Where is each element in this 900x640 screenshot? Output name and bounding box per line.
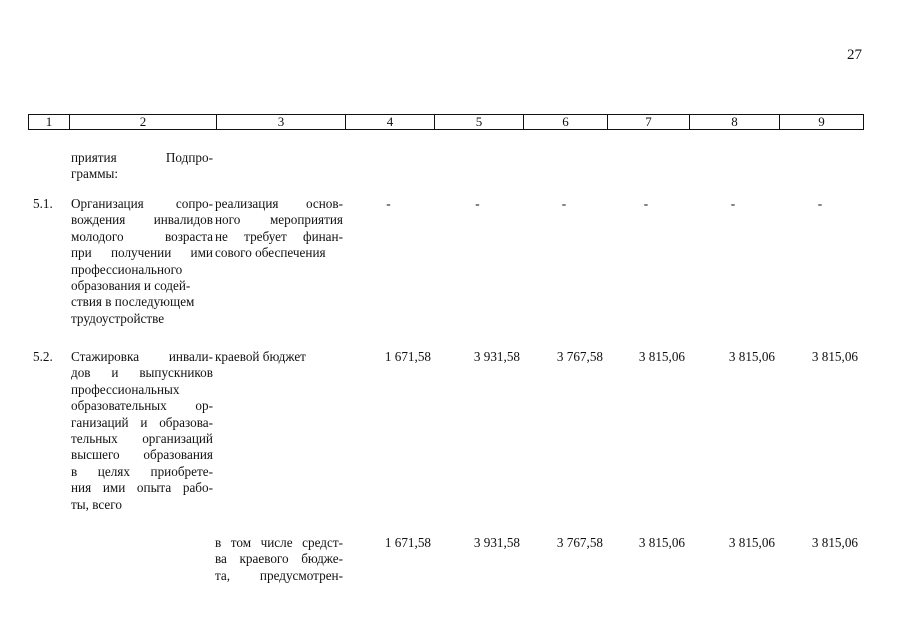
row-name-line: Стажировка инвали- — [71, 349, 213, 364]
value-col-9: 3 815,06 — [811, 349, 858, 364]
row-source-cell — [215, 349, 343, 365]
row-source-line: не требует финан- — [215, 228, 343, 244]
header-col-4: 4 — [346, 115, 435, 130]
row-name-line: граммы: — [71, 166, 119, 182]
row-name-line: Организация сопро- — [71, 196, 213, 211]
value-col-9: - — [817, 196, 823, 211]
row-source-line: ва краевого бюдже- — [215, 551, 343, 567]
row-name-line: при получении ими — [71, 245, 213, 261]
row-name-line: ты, всего — [71, 496, 122, 512]
row-source-line: краевой бюджет — [215, 349, 306, 364]
row-name-cell — [71, 150, 213, 183]
row-name-line: профессионального — [71, 261, 183, 277]
row-name-line: высшего образования — [71, 447, 213, 463]
row-name-line: ния ими опыта рабо- — [71, 480, 213, 496]
row-name-line: приятия Подпро- — [71, 150, 213, 165]
row-source-line: ного мероприятия — [215, 212, 343, 228]
row-name-line: в целях приобрете- — [71, 463, 213, 479]
column-number-header — [28, 114, 864, 130]
value-col-7: 3 815,06 — [638, 535, 685, 550]
header-col-9: 9 — [780, 115, 864, 130]
row-name-line: образовательных ор- — [71, 398, 213, 414]
value-col-6: - — [561, 196, 567, 211]
value-col-5: - — [475, 196, 480, 211]
value-col-5: 3 931,58 — [473, 349, 520, 364]
row-name-cell — [71, 349, 213, 513]
value-col-9: 3 815,06 — [811, 535, 858, 550]
row-name-line: ствия в последующем — [71, 294, 195, 310]
row-name-line: тельных организаций — [71, 431, 213, 447]
header-col-2: 2 — [70, 115, 217, 130]
row-source-cell — [215, 196, 343, 262]
value-col-8: 3 815,06 — [728, 349, 775, 364]
value-col-8: - — [730, 196, 736, 211]
row-name-line: ганизаций и образова- — [71, 414, 213, 430]
value-col-7: 3 815,06 — [638, 349, 685, 364]
header-col-1: 1 — [29, 115, 70, 130]
row-number: 5.1. — [33, 196, 53, 211]
header-col-3: 3 — [217, 115, 346, 130]
row-name-line: трудоустройстве — [71, 310, 165, 326]
value-col-4: 1 671,58 — [384, 349, 431, 364]
row-number: 5.2. — [33, 349, 53, 364]
row-source-line: в том числе средст- — [215, 535, 343, 550]
row-name-line: молодого возраста — [71, 228, 213, 244]
row-name-line: образования и содей- — [71, 278, 191, 294]
row-name-cell — [71, 196, 213, 327]
row-source-line: та, предусмотрен- — [215, 567, 343, 583]
value-col-7: - — [643, 196, 649, 211]
header-col-8: 8 — [690, 115, 780, 130]
row-source-line: реализация основ- — [215, 196, 343, 211]
value-col-5: 3 931,58 — [473, 535, 520, 550]
row-name-line: профессиональных — [71, 381, 180, 397]
value-col-4: - — [386, 196, 391, 211]
header-col-7: 7 — [608, 115, 690, 130]
value-col-6: 3 767,58 — [556, 535, 603, 550]
value-col-8: 3 815,06 — [728, 535, 775, 550]
value-col-4: 1 671,58 — [384, 535, 431, 550]
page-number: 27 — [847, 47, 862, 63]
header-col-5: 5 — [435, 115, 524, 130]
value-col-6: 3 767,58 — [556, 349, 603, 364]
row-name-line: дов и выпускников — [71, 365, 213, 381]
row-source-cell — [215, 535, 343, 584]
row-source-line: сового обеспечения — [215, 245, 326, 261]
row-name-line: вождения инвалидов — [71, 212, 213, 228]
header-col-6: 6 — [524, 115, 608, 130]
